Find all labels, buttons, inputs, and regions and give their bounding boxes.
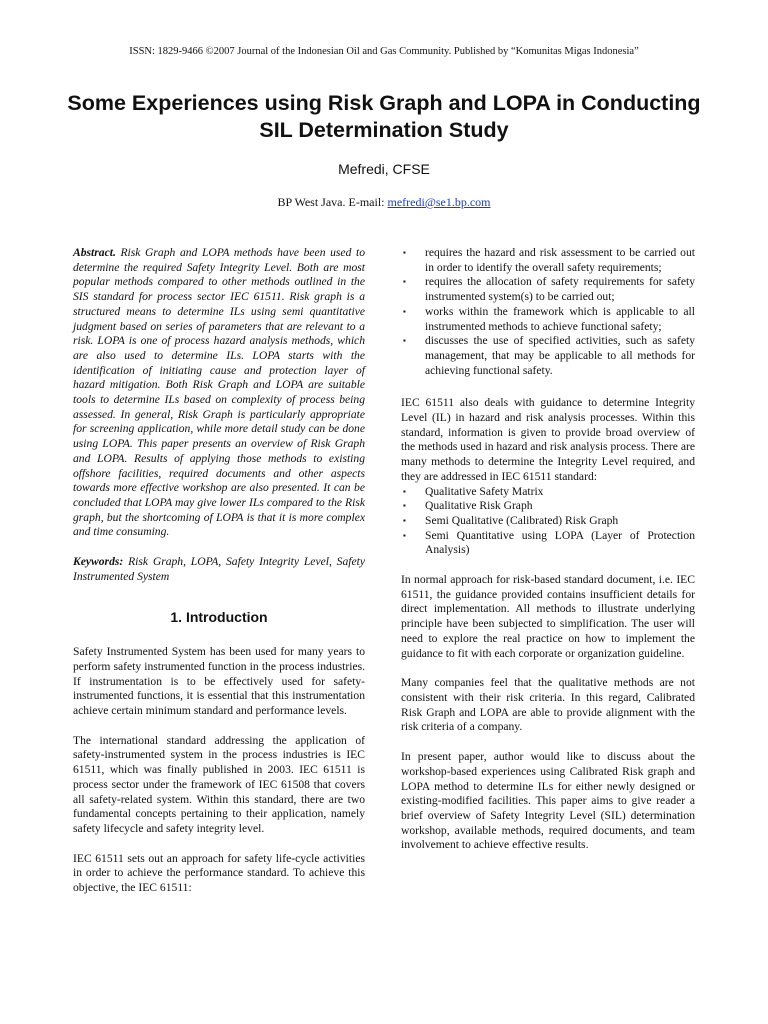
intro-paragraph-3: IEC 61511 sets out an approach for safety life-cycle activities in order to achieve the performance standard. To achieve this objective, the IEC 61511: xyxy=(73,851,365,895)
keywords-text: Risk Graph, LOPA, Safety Integrity Level, Safety Instrumented System xyxy=(73,555,365,583)
list-item: ▪ Qualitative Risk Graph xyxy=(403,499,533,513)
left-column xyxy=(73,246,365,911)
abstract-label: Abstract. xyxy=(73,246,116,259)
affiliation-org: BP West Java. E-mail: xyxy=(277,195,385,209)
right-column xyxy=(401,246,695,868)
list-item: ▪ works within the framework which is applicable to all instrumented methods to achieve functional safety; xyxy=(403,304,695,333)
list-item: ▪ Qualitative Safety Matrix xyxy=(403,484,544,498)
list-item: ▪ Semi Qualitative (Calibrated) Risk Graph xyxy=(403,513,619,527)
section-heading-introduction: 1. Introduction xyxy=(170,609,268,626)
abstract xyxy=(73,246,365,540)
methods-list xyxy=(401,485,695,559)
right-paragraph-4: In present paper, author would like to discuss about the workshop-based experiences using Calibrated Risk graph and LOPA method to determine ILs for either newly designed or existing-modified facilities. This paper aims to give reader a brief overview of Safety Integrity Level (SIL) determination workshop, available methods, required documents, and team involvement to achieve effective results. xyxy=(401,750,695,852)
intro-paragraph-1: Safety Instrumented System has been used for many years to perform safety instrumented function in the process industries. If instrumentation is to be effectively used for safety-instrumented functions, it is essential that this instrumentation achieve certain minimum standard and performance levels. xyxy=(73,645,365,717)
paper-title: Some Experiences using Risk Graph and LOPA in Conducting SIL Determination Study xyxy=(67,91,701,142)
bullet-icon: ▪ xyxy=(403,306,406,316)
journal-header: ISSN: 1829-9466 ©2007 Journal of the Indonesian Oil and Gas Community. Published by “Komunitas Migas Indonesia” xyxy=(129,46,639,57)
bullet-icon: ▪ xyxy=(403,336,406,346)
bullet-icon: ▪ xyxy=(403,530,406,540)
keywords-label: Keywords: xyxy=(73,555,124,569)
list-item: ▪ Semi Quantitative using LOPA (Layer of Protection Analysis) xyxy=(403,528,695,557)
list-item: ▪ discusses the use of specified activities, such as safety management, that may be applicable to all methods for achieving functional safety. xyxy=(403,334,695,377)
intro-paragraph-2: The international standard addressing the application of safety-instrumented system in the process industries is IEC 61511, which was finally published in 2003. IEC 61511 is process sector under the framework of IEC 61508 that covers all safety-related system. Within this standard, there are two fundamental concepts pertaining to their application, namely safety lifecycle and safety integrity level. xyxy=(73,733,365,835)
right-paragraph-2: In normal approach for risk-based standard document, i.e. IEC 61511, the guidance provided contains insufficient details for direct implementation. All methods to illustrate underlying principle have been subjected to simplification. The user will need to explore the real practice on how to implement the guidance to fit with each corporate or organization guideline. xyxy=(401,573,695,660)
bullet-icon: ▪ xyxy=(403,277,406,287)
affiliation xyxy=(0,195,768,210)
list-item: ▪ requires the hazard and risk assessment to be carried out in order to identify the overall safety requirements; xyxy=(403,246,695,274)
bullet-icon: ▪ xyxy=(403,486,406,496)
keywords xyxy=(73,555,365,584)
bullet-icon: ▪ xyxy=(403,515,406,525)
email-link[interactable]: mefredi@se1.bp.com xyxy=(387,195,491,209)
requirements-list xyxy=(401,246,695,378)
abstract-text: Risk Graph and LOPA methods have been used to determine the required Safety Integrity Level. Both are most popular methods compared to other methods outlined in the SIS standard for process sector IEC 61511. Risk graph is a structured means to determine ILs using semi quantitative judgment based on series of parameters that are relevant to a risk. LOPA is one of process hazard analysis methods, which are also used to determine ILs. LOPA starts with the identification of initiating cause and protection layer of hazard mitigation. Both Risk Graph and LOPA are suitable tools to determine ILs based on complexity of process being assessed. In general, Risk Graph is particularly appropriate for screening application, while more detail study can be done using LOPA. This paper presents an overview of Risk Graph and LOPA. Results of applying those methods to existing offshore facilities, required documents and other aspects towards more effective workshop are also presented. It can be concluded that LOPA may give lower ILs compared to the Risk graph, but the shortcoming of LOPA is that it is more complex and time consuming. xyxy=(73,246,365,539)
list-item: ▪ requires the allocation of safety requirements for safety instrumented system(s) to be carried out; xyxy=(403,275,695,304)
right-paragraph-1: IEC 61511 also deals with guidance to determine Integrity Level (IL) in hazard and risk analysis processes. Within this standard, information is given to provide broad overview of the methods used in hazard and risk analysis process. There are many methods to determine the Integrity Level required, and they are addressed in IEC 61511 standard: xyxy=(401,396,695,483)
bullet-icon: ▪ xyxy=(403,248,406,257)
author-name: Mefredi, CFSE xyxy=(338,161,430,177)
bullet-icon: ▪ xyxy=(403,501,406,511)
right-paragraph-3: Many companies feel that the qualitative methods are not consistent with their risk criteria. In this regard, Calibrated Risk Graph and LOPA are able to provide alignment with the risk criteria of a company. xyxy=(401,676,695,734)
